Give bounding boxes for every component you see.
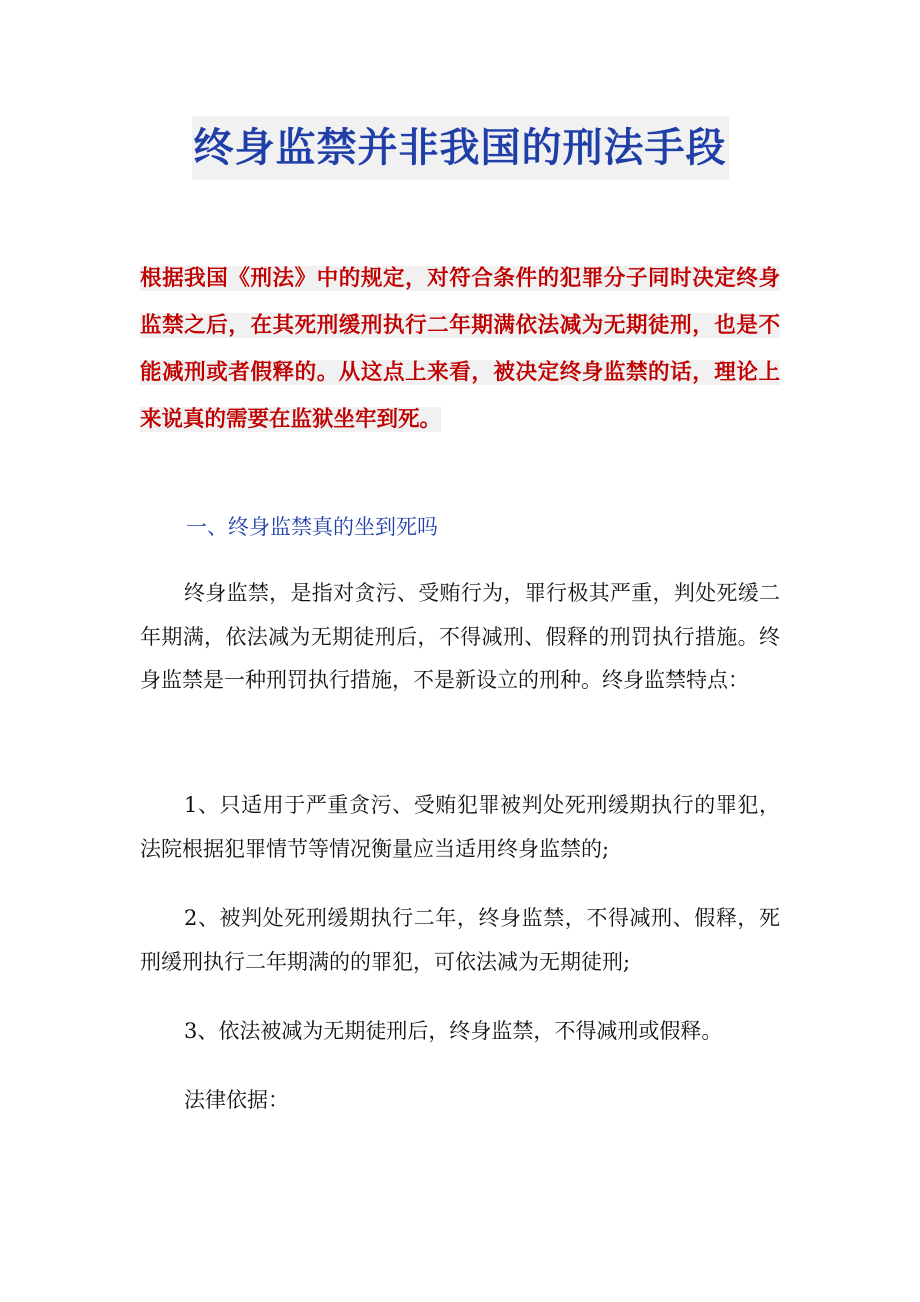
paragraph-definition: 终身监禁，是指对贪污、受贿行为，罪行极其严重，判处死缓二年期满，依法减为无期徒刑后，不得减刑、假释的刑罚执行措施。终身监禁是一种刑罚执行措施，不是新设立的刑种。终身监禁特点： bbox=[140, 581, 780, 692]
paragraph-point-1: 1、只适用于严重贪污、受贿犯罪被判处死刑缓期执行的罪犯，法院根据犯罪情节等情况衡量应当适用终身监禁的; bbox=[140, 793, 780, 861]
title-container bbox=[0, 116, 920, 180]
paragraph-point-3: 3、依法被减为无期徒刑后，终身监禁，不得减刑或假释。 bbox=[184, 1019, 723, 1043]
intro-text: 根据我国《刑法》中的规定，对符合条件的犯罪分子同时决定终身监禁之后，在其死刑缓刑执行二年期满依法减为无期徒刑，也是不能减刑或者假释的。从这点上来看，被决定终身监禁的话，理论上来说真的需要在监狱坐牢到死。 bbox=[140, 266, 780, 432]
section-heading: 一、终身监禁真的坐到死吗 bbox=[186, 515, 438, 539]
paragraph-legal-basis: 法律依据： bbox=[184, 1088, 289, 1112]
paragraph-point-2: 2、被判处死刑缓期执行二年，终身监禁，不得减刑、假释，死刑缓刑执行二年期满的的罪犯，可依法减为无期徒刑; bbox=[140, 906, 780, 974]
document-title: 终身监禁并非我国的刑法手段 bbox=[192, 116, 729, 180]
intro-paragraph bbox=[140, 255, 780, 443]
